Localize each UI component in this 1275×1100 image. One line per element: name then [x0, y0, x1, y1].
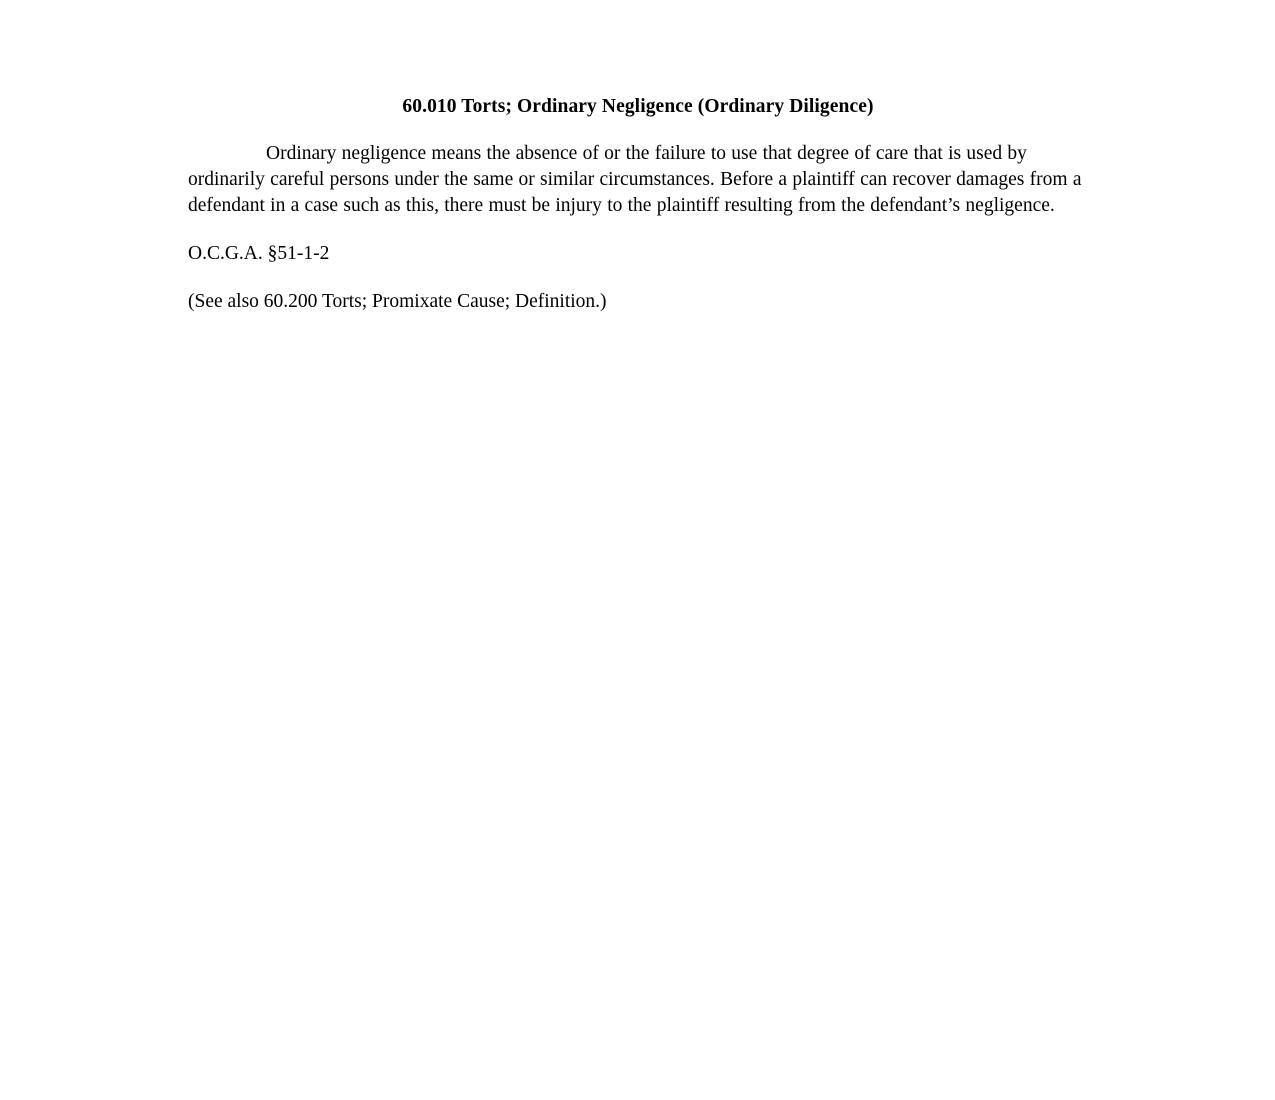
- document-content: [188, 95, 1088, 315]
- cross-reference-note: (See also 60.200 Torts; Promixate Cause; Definition.): [188, 291, 607, 313]
- page-title: 60.010 Torts; Ordinary Negligence (Ordinary Diligence): [402, 96, 874, 117]
- statute-citation: O.C.G.A. §51-1-2: [188, 243, 330, 265]
- definition-paragraph: Ordinary negligence means the absence of or the failure to use that degree of care that is used by ordinarily careful persons under the same or similar circumstances. Before a plaintiff can recover damages from a defendant in a case such as this, there must be injury to the plaintiff resulting from the defendant’s negligence.: [188, 143, 1082, 217]
